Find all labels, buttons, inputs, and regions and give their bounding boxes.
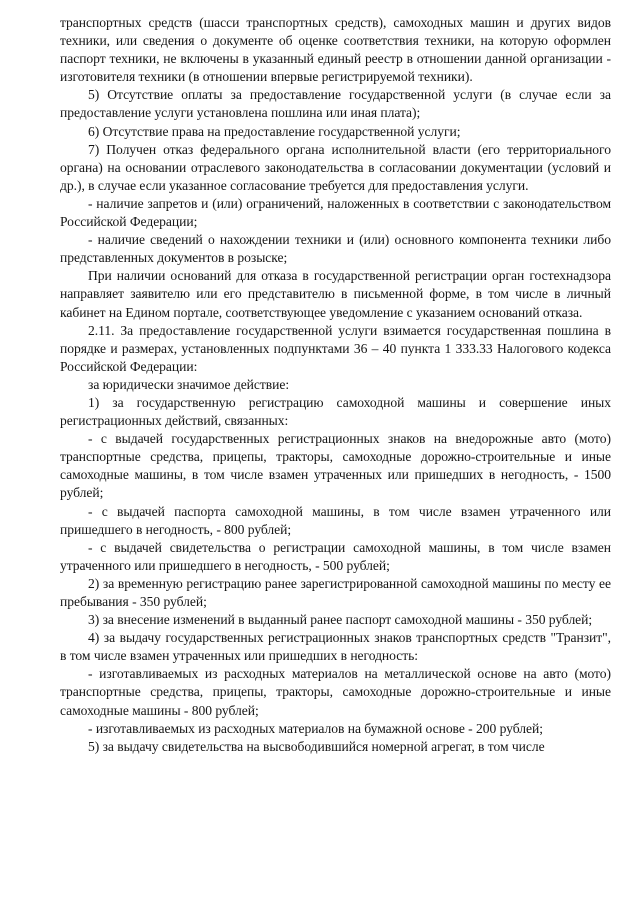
paragraph: 3) за внесение изменений в выданный ранее паспорт самоходной машины - 350 рублей;: [88, 612, 593, 628]
paragraph: 4) за выдачу государственных регистрационных знаков транспортных средств "Транзит", в том числе взамен утраченных или пришедших в негодность:: [60, 630, 611, 664]
paragraph: 7) Получен отказ федерального органа исполнительной власти (его территориального органа) на основании отраслевого законодательства в согласовании документации (условий и др.), в случае если указанное согласование требуется для предоставления услуги.: [60, 141, 611, 193]
paragraph: - изготавливаемых из расходных материалов на бумажной основе - 200 рублей;: [88, 720, 543, 736]
document-page: [60, 14, 611, 756]
paragraph: 5) за выдачу свидетельства на высвободившийся номерной агрегат, в том числе: [88, 738, 545, 754]
paragraph: 2) за временную регистрацию ранее зарегистрированной самоходной машины по месту ее пребывания - 350 рублей;: [60, 575, 611, 609]
paragraph: за юридически значимое действие:: [88, 376, 290, 392]
paragraph: - наличие запретов и (или) ограничений, наложенных в соответствии с законодательством Российской Федерации;: [60, 195, 611, 230]
paragraph: - с выдачей государственных регистрационных знаков на внедорожные авто (мото) транспортные средства, прицепы, тракторы, самоходные дорожно-строительные и иные самоходные машины, в том числе взамен утраченных или пришедших в негодность, - 1500 рублей;: [60, 431, 611, 501]
paragraph: транспортных средств (шасси транспортных средств), самоходных машин и других видов техники, или сведения о документе об оценке соответствия техники, на которую оформлен паспорт техники, не включены в указанный единый реестр в отношении данной организации - изготовителя техники (в отношении впервые регистрируемой техники).: [60, 15, 611, 85]
paragraph: 5) Отсутствие оплаты за предоставление государственной услуги (в случае если за предоставление услуги установлена пошлина или иная плата);: [60, 87, 611, 121]
paragraph: - наличие сведений о нахождении техники и (или) основного компонента техники либо представленных документов в розыске;: [60, 232, 611, 266]
paragraph: - изготавливаемых из расходных материалов на металлической основе на авто (мото) транспортные средства, прицепы, тракторы, самоходные дорожно-строительные и иные самоходные машины - 800 рублей;: [60, 666, 611, 718]
paragraph: - с выдачей свидетельства о регистрации самоходной машины, в том числе взамен утраченного или пришедшего в негодность, - 500 рублей;: [60, 539, 611, 573]
paragraph: 2.11. За предоставление государственной услуги взимается государственная пошлина в порядке и размерах, установленных подпунктами 36 – 40 пункта 1 333.33 Налогового кодекса Российской Федерации:: [60, 322, 611, 374]
paragraph: 1) за государственную регистрацию самоходной машины и совершение иных регистрационных действий, связанных:: [60, 394, 611, 429]
paragraph: - с выдачей паспорта самоходной машины, в том числе взамен утраченного или пришедшего в негодность, - 800 рублей;: [60, 503, 611, 537]
paragraph: При наличии оснований для отказа в государственной регистрации орган гостехнадзора направляет заявителю или его представителю в письменной форме, в том числе в личный кабинет на Едином портале, соответствующее уведомление с указанием оснований отказа.: [60, 268, 611, 320]
paragraph: 6) Отсутствие права на предоставление государственной услуги;: [88, 123, 461, 139]
